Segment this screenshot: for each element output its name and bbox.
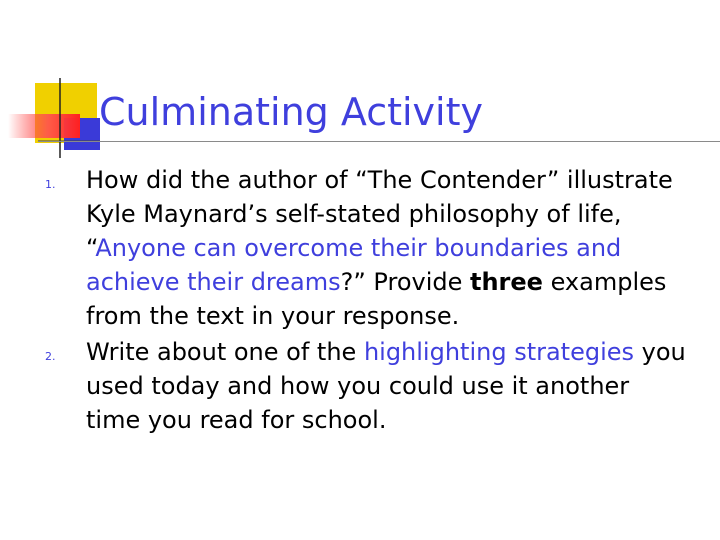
list-item-number: 1.: [45, 178, 56, 191]
highlighted-quote: Anyone can overcome their boundaries and achieve their dreams: [86, 234, 622, 296]
highlighted-phrase: highlighting strategies: [363, 338, 635, 366]
list-item-2: [0, 335, 720, 437]
bold-word: three: [470, 268, 543, 296]
list-item-number: 2.: [45, 350, 56, 363]
list-item-text: [86, 335, 686, 437]
numbered-list: [0, 163, 720, 439]
list-item-1: [0, 163, 720, 333]
text-segment: ?” Provide: [340, 268, 470, 296]
text-segment: you used today and how you could use it another time you read for school.: [86, 338, 686, 434]
text-segment: examples from the text in your response.: [86, 268, 667, 330]
title-underline: [38, 141, 720, 142]
slide-title: Culminating Activity: [99, 90, 483, 134]
red-gradient-bar: [8, 114, 80, 138]
text-segment: Write about one of the: [86, 338, 364, 366]
list-item-text: [86, 163, 686, 333]
text-segment: How did the author of “The Contender” illustrate Kyle Maynard’s self-stated philosophy of life, “: [86, 166, 673, 262]
